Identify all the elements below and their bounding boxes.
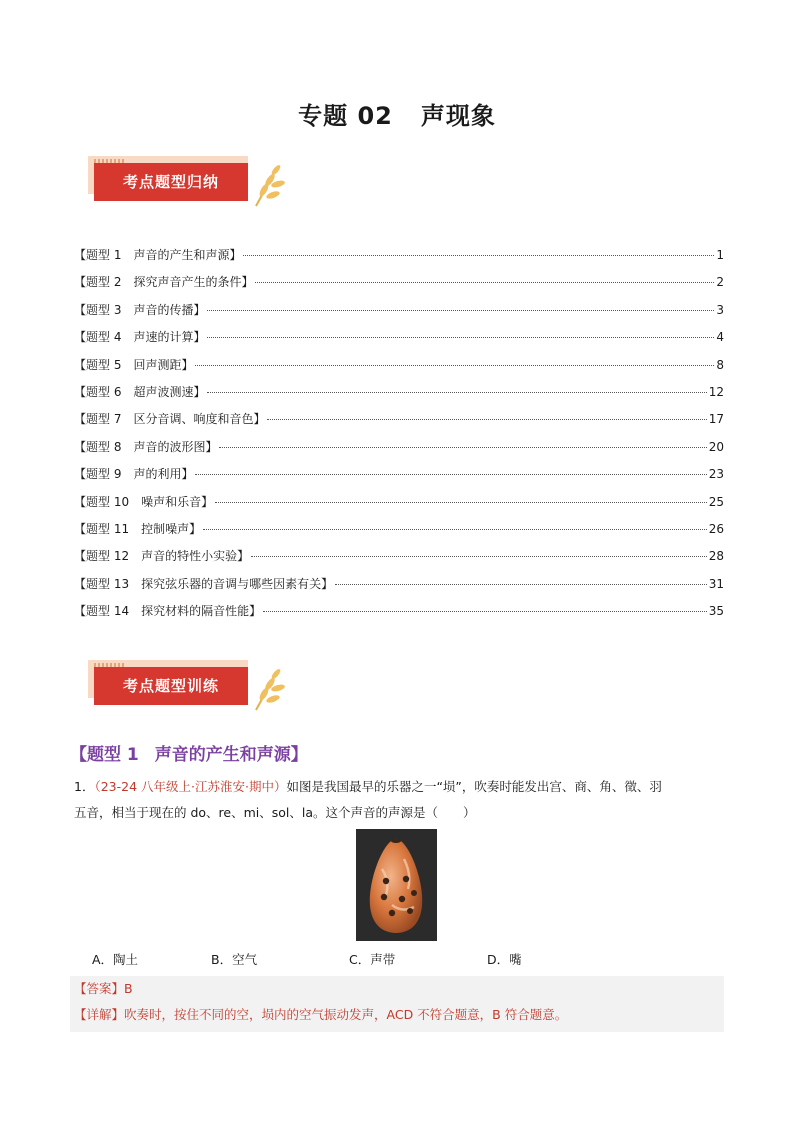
toc-item-label: 【题型 1 声音的产生和声源】 — [74, 248, 242, 262]
toc-item-label: 【题型 6 超声波测速】 — [74, 384, 206, 399]
toc-item-label: 【题型 11 控制噪声】 — [74, 521, 202, 536]
answer-tag: 【答案】 — [74, 981, 125, 996]
section-title: 声音的产生和声源】 — [154, 745, 308, 765]
toc-leader-dots — [207, 310, 714, 311]
toc-item[interactable] — [74, 273, 724, 300]
toc-item-label: 【题型 2 探究声音产生的条件】 — [74, 275, 254, 290]
toc-item[interactable] — [74, 328, 724, 355]
toc-item-page: 23 — [708, 467, 724, 482]
option-b: B．空气 — [211, 952, 258, 967]
banner-label: 考点题型归纳 — [94, 163, 248, 201]
table-of-contents — [74, 246, 724, 629]
toc-item-page: 8 — [716, 357, 724, 372]
title-sub: 声现象 — [420, 102, 496, 130]
option-a: A．陶土 — [92, 952, 139, 967]
option-d: D．嘴 — [487, 952, 522, 967]
option-c: C．声带 — [349, 952, 396, 967]
toc-item-label: 【题型 3 声音的传播】 — [74, 302, 206, 317]
toc-item[interactable] — [74, 246, 724, 273]
toc-item-page: 4 — [716, 330, 724, 345]
question-source: （23-24 八年级上·江苏淮安·期中） — [94, 779, 287, 794]
toc-leader-dots — [207, 392, 706, 393]
question-line-2: 五音，相当于现在的 do、re、mi、sol、la。这个声音的声源是（ ） — [74, 805, 476, 820]
toc-item-page: 17 — [708, 412, 724, 427]
toc-leader-dots — [267, 419, 706, 420]
toc-item[interactable] — [74, 301, 724, 328]
toc-item-page: 1 — [716, 248, 724, 262]
toc-item-label: 【题型 14 探究材料的隔音性能】 — [74, 604, 262, 619]
toc-leader-dots — [195, 365, 714, 366]
toc-leader-dots — [219, 447, 706, 448]
toc-leader-dots — [203, 529, 707, 530]
toc-item-label: 【题型 7 区分音调、响度和音色】 — [74, 412, 266, 427]
section-prefix: 【题型 1 — [70, 745, 139, 765]
wheat-icon — [248, 160, 288, 210]
title-main: 专题 02 — [298, 102, 393, 130]
toc-item-page: 20 — [708, 439, 724, 454]
toc-item-page: 3 — [716, 302, 724, 317]
toc-item-page: 35 — [708, 604, 724, 619]
xun-instrument-image — [356, 829, 437, 941]
banner-label: 考点题型训练 — [94, 667, 248, 705]
section-banner-training — [88, 660, 288, 712]
toc-item[interactable] — [74, 383, 724, 410]
toc-item-page: 28 — [708, 549, 724, 564]
toc-leader-dots — [251, 556, 707, 557]
toc-item[interactable] — [74, 520, 724, 547]
toc-leader-dots — [215, 502, 707, 503]
toc-item-label: 【题型 10 噪声和乐音】 — [74, 494, 214, 509]
detail-text: 吹奏时，按住不同的空，埙内的空气振动发声，ACD 不符合题意，B 符合题意。 — [124, 1007, 568, 1022]
toc-item-page: 31 — [708, 576, 724, 591]
toc-item[interactable] — [74, 575, 724, 602]
toc-item[interactable] — [74, 438, 724, 465]
answer-value: B — [124, 981, 133, 996]
wheat-icon — [248, 664, 288, 714]
toc-item[interactable] — [74, 356, 724, 383]
toc-item-label: 【题型 13 探究弦乐器的音调与哪些因素有关】 — [74, 576, 334, 591]
question-number: 1． — [74, 779, 95, 794]
toc-item[interactable] — [74, 547, 724, 574]
toc-item-label: 【题型 5 回声测距】 — [74, 357, 194, 372]
toc-leader-dots — [263, 611, 707, 612]
toc-item-page: 2 — [716, 275, 724, 290]
toc-item[interactable] — [74, 493, 724, 520]
toc-item[interactable] — [74, 465, 724, 492]
toc-leader-dots — [243, 255, 714, 256]
toc-item-page: 25 — [708, 494, 724, 509]
toc-leader-dots — [335, 584, 707, 585]
page-title — [0, 96, 794, 131]
toc-item-label: 【题型 9 声的利用】 — [74, 467, 194, 482]
section-heading — [70, 740, 308, 765]
toc-leader-dots — [195, 474, 706, 475]
answer-line — [74, 979, 133, 997]
answer-box — [70, 976, 724, 1032]
detail-line — [74, 1005, 567, 1023]
toc-item-label: 【题型 12 声音的特性小实验】 — [74, 549, 250, 564]
toc-item-label: 【题型 8 声音的波形图】 — [74, 439, 218, 454]
toc-leader-dots — [255, 282, 714, 283]
detail-tag: 【详解】 — [74, 1007, 125, 1022]
toc-item-page: 26 — [708, 521, 724, 536]
toc-item-label: 【题型 4 声速的计算】 — [74, 330, 206, 345]
question-line-1: 如图是我国最早的乐器之一“埙”，吹奏时能发出宫、商、角、徵、羽 — [286, 779, 662, 794]
toc-leader-dots — [207, 337, 714, 338]
question-text — [74, 774, 724, 826]
section-banner-summary — [88, 156, 288, 208]
toc-item[interactable] — [74, 602, 724, 629]
toc-item[interactable] — [74, 410, 724, 437]
toc-item-page: 12 — [708, 384, 724, 399]
